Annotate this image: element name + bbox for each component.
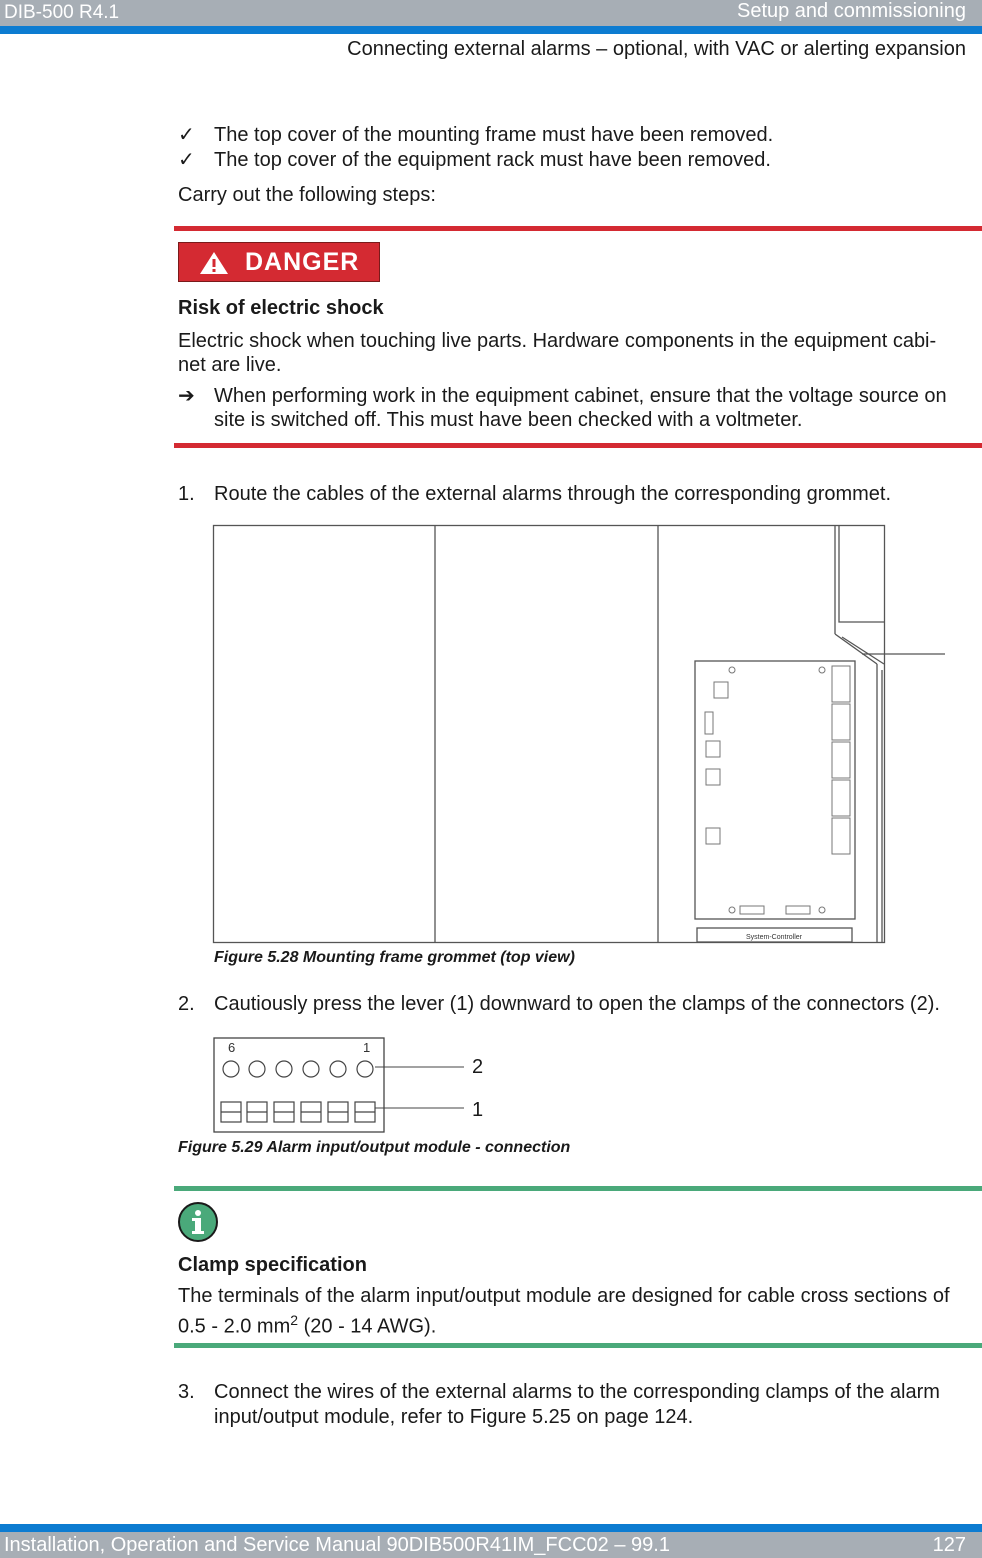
note-title: Clamp specification: [178, 1254, 367, 1276]
intro-text: Carry out the following steps:: [178, 184, 436, 206]
danger-label: DANGER: [245, 248, 360, 276]
mounting-frame-figure: [212, 524, 948, 946]
step-number: 1.: [178, 483, 195, 505]
step-2: [178, 992, 940, 1016]
step-text: Route the cables of the external alarms through the corresponding grommet.: [214, 483, 892, 505]
document-id: DIB-500 R4.1: [4, 2, 120, 23]
chapter-title: Setup and commissioning: [736, 0, 966, 22]
figure-5-28-caption: Figure 5.28 Mounting frame grommet (top view): [214, 949, 575, 966]
danger-title: Risk of electric shock: [178, 297, 384, 319]
step-3: [178, 1380, 940, 1404]
danger-action-arrow-icon: ➔: [178, 385, 195, 407]
prerequisite-item: [178, 147, 771, 172]
step-3-continuation: input/output module, refer to Figure 5.25 on page 124.: [214, 1406, 694, 1428]
section-title: Connecting external alarms – optional, with VAC or alerting expansion: [347, 38, 966, 60]
figure-5-29-caption: Figure 5.29 Alarm input/output module - connection: [178, 1139, 571, 1156]
info-icon: [178, 1202, 218, 1242]
check-icon: ✓: [178, 149, 195, 171]
note-line2-prefix: 0.5 - 2.0 mm: [178, 1315, 291, 1338]
danger-badge: [178, 242, 380, 282]
step-text: Connect the wires of the external alarms to the corresponding clamps of the alarm: [214, 1381, 940, 1403]
danger-action-line1: When performing work in the equipment cabinet, ensure that the voltage source on: [214, 385, 947, 407]
callout-1: 1: [472, 1099, 484, 1121]
step-number: 2.: [178, 993, 195, 1015]
check-icon: ✓: [178, 124, 195, 146]
danger-top-rule: [174, 226, 982, 231]
note-line1: The terminals of the alarm input/output module are designed for cable cross sections of: [178, 1285, 950, 1307]
warning-triangle-icon: [199, 251, 229, 275]
terminal-number-right: 1: [363, 1040, 371, 1055]
danger-bottom-rule: [174, 443, 982, 448]
prerequisite-text: The top cover of the mounting frame must have been removed.: [214, 124, 774, 146]
page-number: 127: [932, 1534, 966, 1556]
prerequisite-item: [178, 122, 773, 147]
note-top-rule: [174, 1186, 982, 1191]
header-accent-line: [0, 26, 982, 34]
step-text: Cautiously press the lever (1) downward to open the clamps of the connectors (2).: [214, 993, 940, 1015]
step-number: 3.: [178, 1381, 195, 1403]
danger-body-line1: Electric shock when touching live parts. Hardware components in the equipment cabi-: [178, 330, 937, 352]
danger-body-line2: net are live.: [178, 354, 282, 376]
note-superscript: 2: [290, 1312, 299, 1328]
danger-action-line2: site is switched off. This must have been checked with a voltmeter.: [214, 409, 803, 431]
terminal-number-left: 6: [228, 1040, 236, 1055]
manual-title: Installation, Operation and Service Manual 90DIB500R41IM_FCC02 – 99.1: [4, 1534, 670, 1556]
note-line2: [178, 1308, 436, 1339]
alarm-module-figure: [212, 1034, 512, 1136]
prerequisite-text: The top cover of the equipment rack must have been removed.: [214, 149, 771, 171]
step-1: [178, 482, 891, 506]
footer-accent-line: [0, 1524, 982, 1532]
callout-2: 2: [472, 1056, 484, 1078]
note-line2-suffix: (20 - 14 AWG).: [298, 1315, 437, 1338]
note-bottom-rule: [174, 1343, 982, 1348]
board-label: System-Controller: [745, 934, 803, 941]
